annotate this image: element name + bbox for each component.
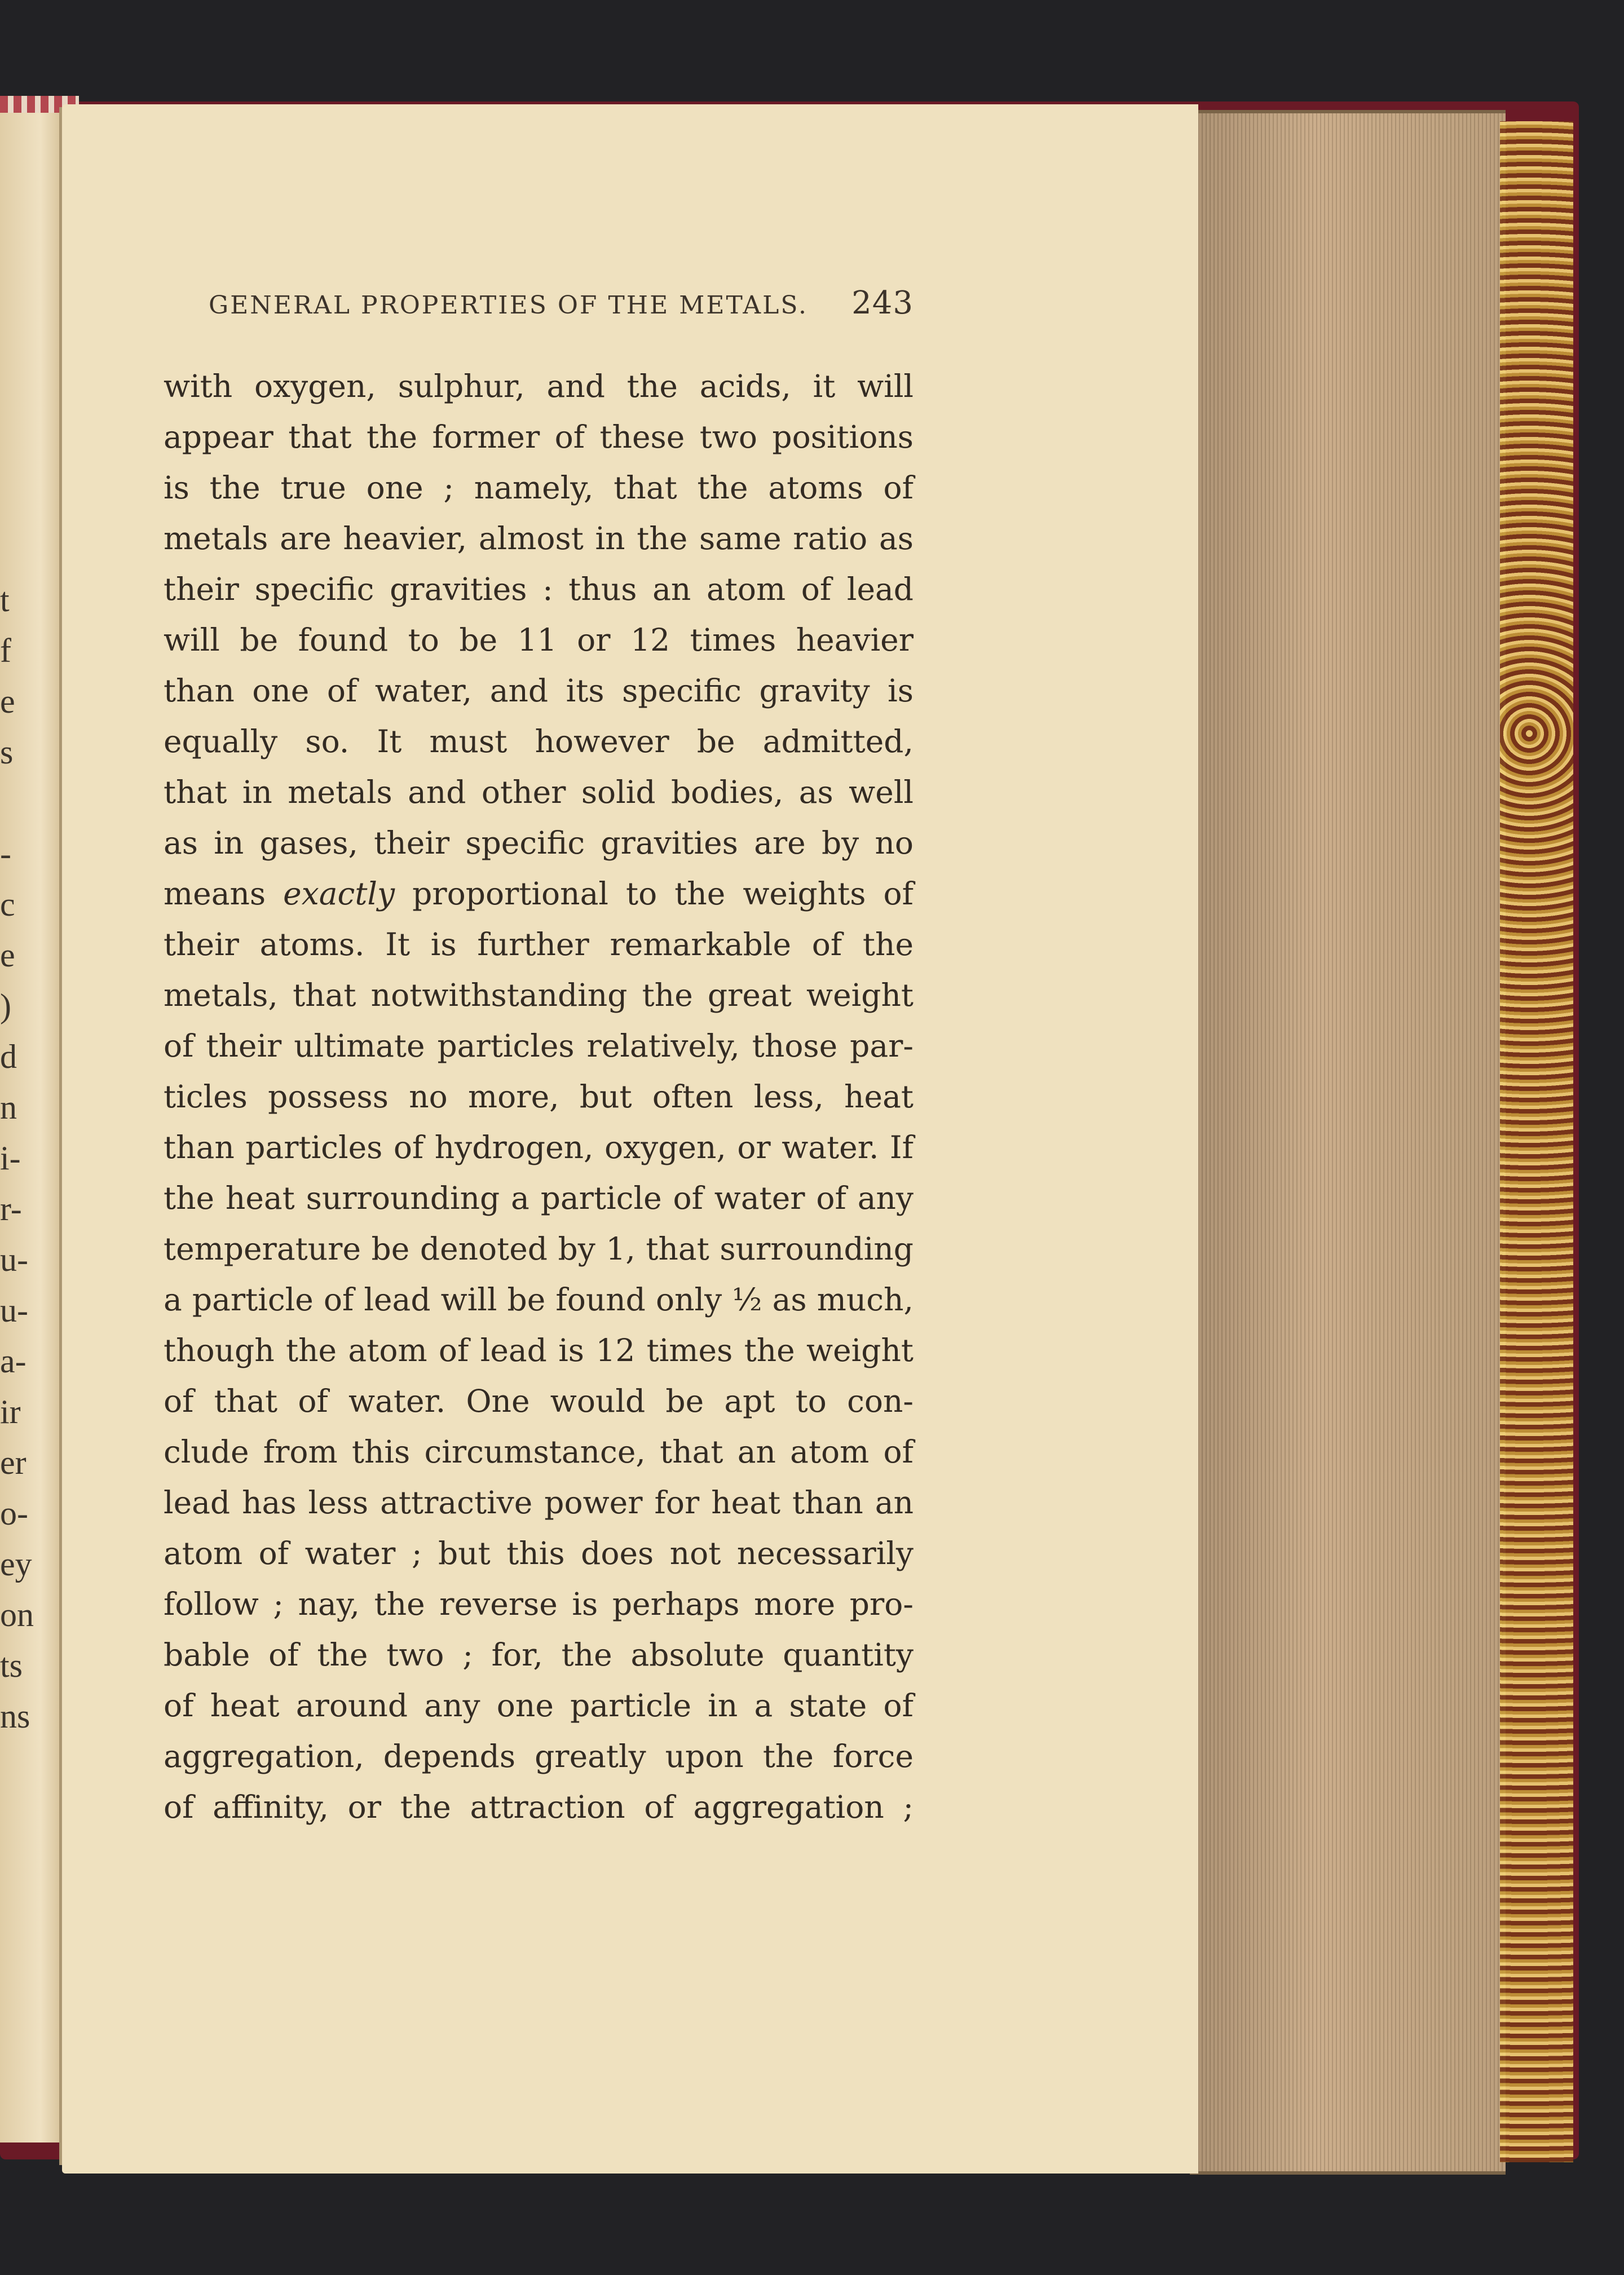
left-page-fragment: ey — [0, 1545, 32, 1583]
text-line: of that of water. One would be apt to con- — [164, 1383, 914, 1419]
text-line: than one of water, and its specific gravity is — [164, 673, 914, 709]
text-line: atom of water ; but this does not necessarily — [164, 1535, 914, 1571]
line-segment: proportional to the weights of — [395, 876, 914, 912]
running-title: GENERAL PROPERTIES OF THE METALS. — [209, 291, 808, 320]
text-line: metals are heavier, almost in the same ratio as — [164, 520, 914, 556]
left-page-fragment: o- — [0, 1495, 28, 1532]
left-page-fragment: u- — [0, 1292, 28, 1329]
left-page-fragment: er — [0, 1444, 27, 1481]
gilt-decoration — [1500, 121, 1573, 2162]
text-line: clude from this circumstance, that an atom of — [164, 1434, 914, 1470]
text-line: appear that the former of these two positions — [164, 419, 914, 455]
text-line: than particles of hydrogen, oxygen, or water. If — [164, 1129, 914, 1165]
left-page-fragment: n — [0, 1089, 17, 1126]
left-page-fragment: e — [0, 936, 15, 974]
page-number: 243 — [851, 285, 914, 321]
left-page-fragment: d — [0, 1038, 17, 1075]
text-line: of affinity, or the attraction of aggregation ; — [164, 1789, 914, 1825]
left-page-fragment: u- — [0, 1241, 28, 1278]
text-line: of their ultimate particles relatively, those par- — [164, 1028, 914, 1064]
text-line: of heat around any one particle in a state of — [164, 1688, 914, 1724]
left-page-fragment: ts — [0, 1647, 23, 1684]
text-line: with oxygen, sulphur, and the acids, it will — [164, 368, 914, 404]
left-page-fragment: i- — [0, 1139, 21, 1177]
left-page — [0, 113, 68, 2143]
text-line: temperature be denoted by 1, that surrounding — [164, 1231, 914, 1267]
text-line: aggregation, depends greatly upon the force — [164, 1738, 914, 1774]
left-page-fragment: s — [0, 734, 14, 771]
left-page-fragment: t — [0, 581, 10, 619]
left-page-fragment: e — [0, 683, 15, 720]
text-line-italic — [164, 868, 914, 919]
text-line: that in metals and other solid bodies, as well — [164, 774, 914, 810]
text-line: the heat surrounding a particle of water of any — [164, 1180, 914, 1216]
left-page-fragment: f — [0, 632, 11, 669]
left-page-fragment: a- — [0, 1342, 27, 1380]
left-page-fragment: ns — [0, 1698, 30, 1735]
text-line: lead has less attractive power for heat than an — [164, 1485, 914, 1521]
text-line: is the true one ; namely, that the atoms of — [164, 470, 914, 506]
left-page-fragment: ir — [0, 1393, 21, 1430]
text-line: ticles possess no more, but often less, heat — [164, 1079, 914, 1115]
italic-word: exactly — [283, 876, 395, 912]
text-line: though the atom of lead is 12 times the weight — [164, 1332, 914, 1368]
body-text — [164, 361, 914, 1832]
text-line: bable of the two ; for, the absolute quantity — [164, 1637, 914, 1673]
left-page-fragment: c — [0, 886, 15, 923]
running-head — [209, 285, 914, 321]
text-line: their atoms. It is further remarkable of the — [164, 926, 914, 962]
line-segment: means — [164, 876, 284, 912]
text-line: a particle of lead will be found only ½ as much, — [164, 1282, 914, 1318]
left-page-fragment: on — [0, 1596, 34, 1633]
left-page-fragment: - — [0, 835, 11, 872]
text-line: equally so. It must however be admitted, — [164, 723, 914, 759]
text-line: as in gases, their specific gravities are by no — [164, 825, 914, 861]
text-line: metals, that notwithstanding the great weight — [164, 977, 914, 1013]
text-line: will be found to be 11 or 12 times heavier — [164, 622, 914, 658]
page-block-edge — [1190, 110, 1506, 2175]
left-page-fragment: r- — [0, 1190, 22, 1227]
text-line: follow ; nay, the reverse is perhaps more pro- — [164, 1586, 914, 1622]
left-page-fragment: ) — [0, 987, 11, 1024]
text-line: their specific gravities : thus an atom of lead — [164, 571, 914, 607]
